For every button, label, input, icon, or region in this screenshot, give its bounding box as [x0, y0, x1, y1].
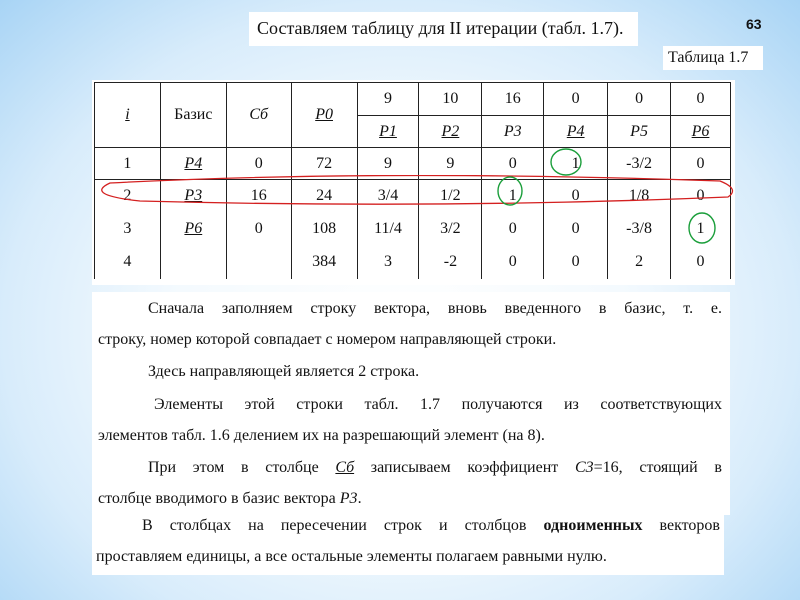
cell-value: 3/2 [419, 212, 482, 246]
cell-value: 0 [671, 148, 731, 180]
cell-value: 0 [671, 246, 731, 279]
cell-basis: P3 [160, 180, 226, 212]
cell-cb [226, 246, 291, 279]
header-i: i [95, 83, 161, 148]
conclusion-box [92, 514, 724, 575]
cell-p0: 72 [291, 148, 357, 180]
text-line: Сначала заполняем строку вектора, вновь введенного в базис, т. е. [148, 300, 722, 317]
header-p-label: P2 [419, 116, 482, 148]
header-c-value: 0 [608, 83, 671, 116]
paragraph-2 [148, 356, 722, 387]
cell-i: 4 [95, 246, 161, 279]
header-p-label: P5 [608, 116, 671, 148]
text-line: элементов табл. 1.6 делением их на разрешающий элемент (на 8). [98, 427, 545, 444]
cell-value: 0 [544, 180, 608, 212]
header-p0: P0 [291, 83, 357, 148]
cell-value: 1 [482, 180, 544, 212]
cell-value: -3/2 [608, 148, 671, 180]
cell-value: 0 [544, 246, 608, 279]
cell-value: 1/8 [608, 180, 671, 212]
cell-p0: 108 [291, 212, 357, 246]
cell-value: 9 [357, 148, 419, 180]
title-box [249, 12, 638, 46]
text-line: Элементы этой строки табл. 1.7 получаются из соответствующих [154, 396, 722, 413]
cell-value: 9 [419, 148, 482, 180]
simplex-table-box [92, 80, 735, 285]
cell-value: 0 [482, 246, 544, 279]
cell-cb: 0 [226, 148, 291, 180]
cell-value: 0 [671, 180, 731, 212]
header-row-c [95, 83, 731, 116]
cell-value: 3/4 [357, 180, 419, 212]
text-line: Здесь направляющей является 2 строка. [148, 363, 420, 380]
cell-value: 0 [482, 212, 544, 246]
paragraph-1 [98, 293, 722, 355]
table-row [95, 246, 731, 279]
cell-value: 3 [357, 246, 419, 279]
header-c-value: 10 [419, 83, 482, 116]
header-c-value: 0 [544, 83, 608, 116]
cell-value: 1 [671, 212, 731, 246]
header-cb: Cб [226, 83, 291, 148]
paragraph-5 [96, 510, 720, 572]
cell-basis: P6 [160, 212, 226, 246]
cell-cb: 16 [226, 180, 291, 212]
cell-value: -2 [419, 246, 482, 279]
cell-value: -3/8 [608, 212, 671, 246]
header-p-label: P1 [357, 116, 419, 148]
cell-value: 0 [482, 148, 544, 180]
header-basis: Базис [160, 83, 226, 148]
cell-basis [160, 246, 226, 279]
header-p-label: P4 [544, 116, 608, 148]
header-c-value: 16 [482, 83, 544, 116]
cell-i: 2 [95, 180, 161, 212]
table-row [95, 212, 731, 246]
cell-i: 1 [95, 148, 161, 180]
cell-basis: P4 [160, 148, 226, 180]
text-line: проставляем единицы, а все остальные элементы полагаем равными нулю. [96, 548, 607, 565]
table-caption: Таблица 1.7 [668, 49, 749, 66]
header-p-label: P6 [671, 116, 731, 148]
text-line: строку, номер которой совпадает с номером направляющей строки. [98, 331, 557, 348]
slide-title: Составляем таблицу для II итерации (табл. 1.7). [257, 18, 624, 38]
table-row [95, 148, 731, 180]
header-p-label: P3 [482, 116, 544, 148]
explanation-box [92, 292, 730, 515]
cell-p0: 384 [291, 246, 357, 279]
table-row [95, 180, 731, 212]
cell-p0: 24 [291, 180, 357, 212]
cell-i: 3 [95, 212, 161, 246]
text-line: При этом в столбце Cб записываем коэффициент C3=16, стоящий в [148, 459, 722, 476]
cell-value: 2 [608, 246, 671, 279]
paragraph-4 [98, 452, 722, 514]
simplex-table [94, 82, 731, 279]
page-number: 63 [746, 16, 762, 32]
paragraph-3 [98, 389, 722, 451]
table-caption-box [663, 46, 763, 70]
cell-cb: 0 [226, 212, 291, 246]
cell-value: 0 [544, 212, 608, 246]
cell-value: 1 [544, 148, 608, 180]
text-line: В столбцах на пересечении строк и столбцов одноименных векторов [142, 517, 720, 534]
text-line: столбце вводимого в базис вектора P3. [98, 490, 362, 507]
header-c-value: 9 [357, 83, 419, 116]
cell-value: 1/2 [419, 180, 482, 212]
cell-value: 11/4 [357, 212, 419, 246]
header-c-value: 0 [671, 83, 731, 116]
